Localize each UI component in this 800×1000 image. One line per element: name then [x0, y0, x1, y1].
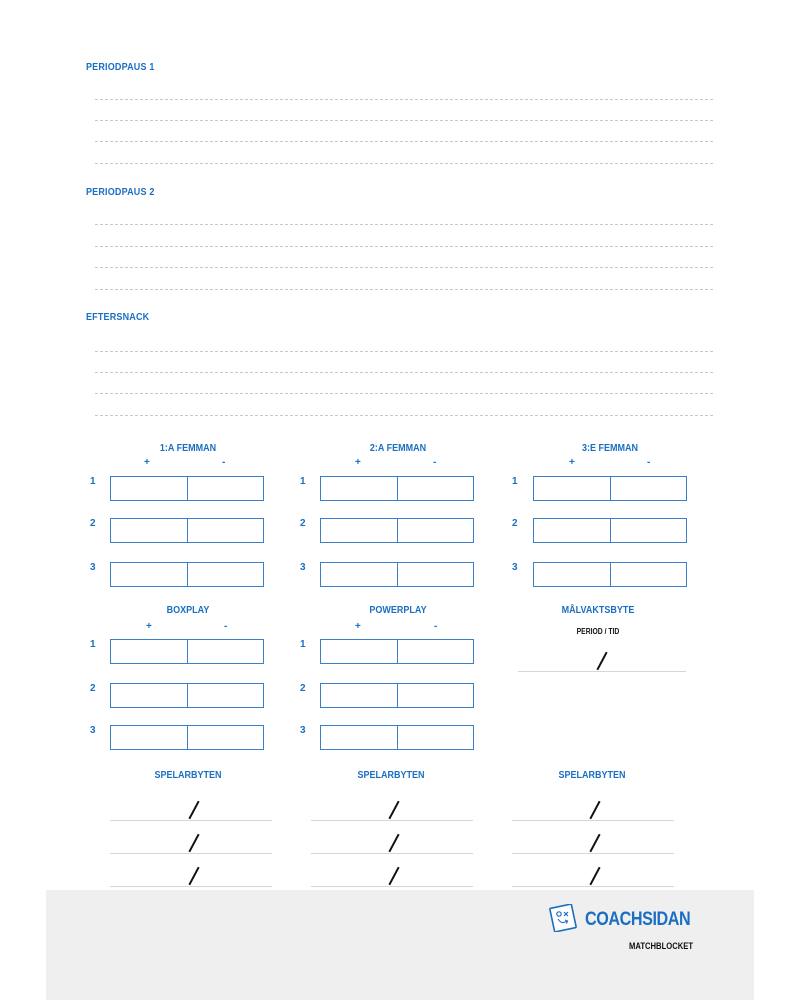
row-number: 2: [300, 518, 306, 529]
minus-cell[interactable]: [187, 477, 264, 500]
goalie-entry-line[interactable]: [518, 671, 686, 672]
section-title: EFTERSNACK: [86, 312, 150, 323]
slash-mark: [589, 834, 600, 853]
plus-cell[interactable]: [534, 477, 610, 500]
plus-cell[interactable]: [111, 477, 187, 500]
score-box[interactable]: [533, 562, 687, 587]
score-box[interactable]: [320, 683, 474, 708]
minus-cell[interactable]: [187, 519, 264, 542]
section-title: PERIODPAUS 2: [86, 187, 155, 198]
logo-coach: COACH: [585, 909, 643, 930]
score-box[interactable]: [320, 562, 474, 587]
note-line: [95, 246, 713, 247]
plus-cell[interactable]: [534, 519, 610, 542]
row-number: 1: [300, 639, 306, 650]
plus-label: +: [569, 457, 575, 468]
minus-cell[interactable]: [187, 684, 264, 707]
block-title: BOXPLAY: [166, 605, 210, 616]
minus-cell[interactable]: [610, 519, 687, 542]
slash-mark: [589, 867, 600, 886]
row-number: 3: [512, 562, 518, 573]
minus-cell[interactable]: [397, 726, 474, 749]
section-title: PERIODPAUS 1: [86, 62, 155, 73]
logo-sidan: SIDAN: [642, 909, 691, 930]
block-title: 2:A FEMMAN: [369, 443, 427, 454]
row-number: 2: [90, 518, 96, 529]
row-number: 1: [300, 476, 306, 487]
note-line: [95, 163, 713, 164]
score-box[interactable]: [110, 683, 264, 708]
note-line: [95, 224, 713, 225]
note-line: [95, 267, 713, 268]
period-time-label: PERIOD / TID: [576, 627, 620, 636]
minus-cell[interactable]: [397, 563, 474, 586]
score-box[interactable]: [533, 476, 687, 501]
score-box[interactable]: [320, 725, 474, 750]
note-line: [95, 120, 713, 121]
score-box[interactable]: [533, 518, 687, 543]
plus-cell[interactable]: [534, 563, 610, 586]
row-number: 2: [90, 683, 96, 694]
slash-mark: [596, 652, 607, 671]
sub-entry-line[interactable]: [311, 853, 473, 854]
row-number: 2: [300, 683, 306, 694]
note-line: [95, 141, 713, 142]
minus-cell[interactable]: [187, 563, 264, 586]
slash-mark: [388, 834, 399, 853]
sub-entry-line[interactable]: [110, 820, 272, 821]
minus-cell[interactable]: [397, 640, 474, 663]
block-title: 1:A FEMMAN: [159, 443, 217, 454]
minus-cell[interactable]: [397, 684, 474, 707]
block-title: SPELARBYTEN: [154, 770, 222, 781]
plus-label: +: [146, 621, 152, 632]
block-title: SPELARBYTEN: [357, 770, 425, 781]
minus-cell[interactable]: [610, 563, 687, 586]
score-box[interactable]: [110, 639, 264, 664]
plus-cell[interactable]: [321, 519, 397, 542]
block-title: POWERPLAY: [369, 605, 427, 616]
logo-wordmark: [585, 909, 690, 931]
slash-mark: [188, 867, 199, 886]
plus-label: +: [355, 457, 361, 468]
sub-entry-line[interactable]: [512, 886, 674, 887]
minus-label: -: [222, 457, 226, 468]
score-box[interactable]: [320, 518, 474, 543]
row-number: 1: [90, 476, 96, 487]
row-number: 3: [90, 562, 96, 573]
plus-cell[interactable]: [321, 684, 397, 707]
plus-cell[interactable]: [111, 563, 187, 586]
sub-entry-line[interactable]: [512, 820, 674, 821]
minus-cell[interactable]: [397, 477, 474, 500]
sub-entry-line[interactable]: [311, 820, 473, 821]
minus-label: -: [647, 457, 651, 468]
slash-mark: [388, 801, 399, 820]
tactics-board-icon: [549, 904, 577, 932]
row-number: 3: [300, 725, 306, 736]
block-title: SPELARBYTEN: [558, 770, 626, 781]
note-line: [95, 99, 713, 100]
plus-cell[interactable]: [321, 726, 397, 749]
note-line: [95, 393, 713, 394]
score-box[interactable]: [110, 562, 264, 587]
plus-cell[interactable]: [111, 519, 187, 542]
plus-cell[interactable]: [111, 726, 187, 749]
note-line: [95, 351, 713, 352]
sub-entry-line[interactable]: [311, 886, 473, 887]
plus-cell[interactable]: [321, 477, 397, 500]
logo-subtitle: MATCHBLOCKET: [629, 941, 694, 951]
plus-cell[interactable]: [111, 640, 187, 663]
block-title: 3:E FEMMAN: [581, 443, 638, 454]
minus-cell[interactable]: [397, 519, 474, 542]
plus-cell[interactable]: [321, 640, 397, 663]
slash-mark: [589, 801, 600, 820]
minus-label: -: [434, 621, 438, 632]
score-box[interactable]: [110, 476, 264, 501]
note-line: [95, 289, 713, 290]
note-line: [95, 415, 713, 416]
minus-cell[interactable]: [187, 726, 264, 749]
minus-cell[interactable]: [610, 477, 687, 500]
note-line: [95, 372, 713, 373]
plus-label: +: [355, 621, 361, 632]
score-box[interactable]: [110, 518, 264, 543]
slash-mark: [188, 801, 199, 820]
sub-entry-line[interactable]: [110, 886, 272, 887]
score-box[interactable]: [110, 725, 264, 750]
sub-entry-line[interactable]: [110, 853, 272, 854]
plus-cell[interactable]: [111, 684, 187, 707]
plus-label: +: [144, 457, 150, 468]
row-number: 2: [512, 518, 518, 529]
slash-mark: [188, 834, 199, 853]
row-number: 1: [90, 639, 96, 650]
minus-cell[interactable]: [187, 640, 264, 663]
sub-entry-line[interactable]: [512, 853, 674, 854]
slash-mark: [388, 867, 399, 886]
score-box[interactable]: [320, 639, 474, 664]
plus-cell[interactable]: [321, 563, 397, 586]
row-number: 1: [512, 476, 518, 487]
minus-label: -: [224, 621, 228, 632]
score-box[interactable]: [320, 476, 474, 501]
block-title: MÅLVAKTSBYTE: [561, 605, 635, 616]
row-number: 3: [300, 562, 306, 573]
row-number: 3: [90, 725, 96, 736]
minus-label: -: [433, 457, 437, 468]
